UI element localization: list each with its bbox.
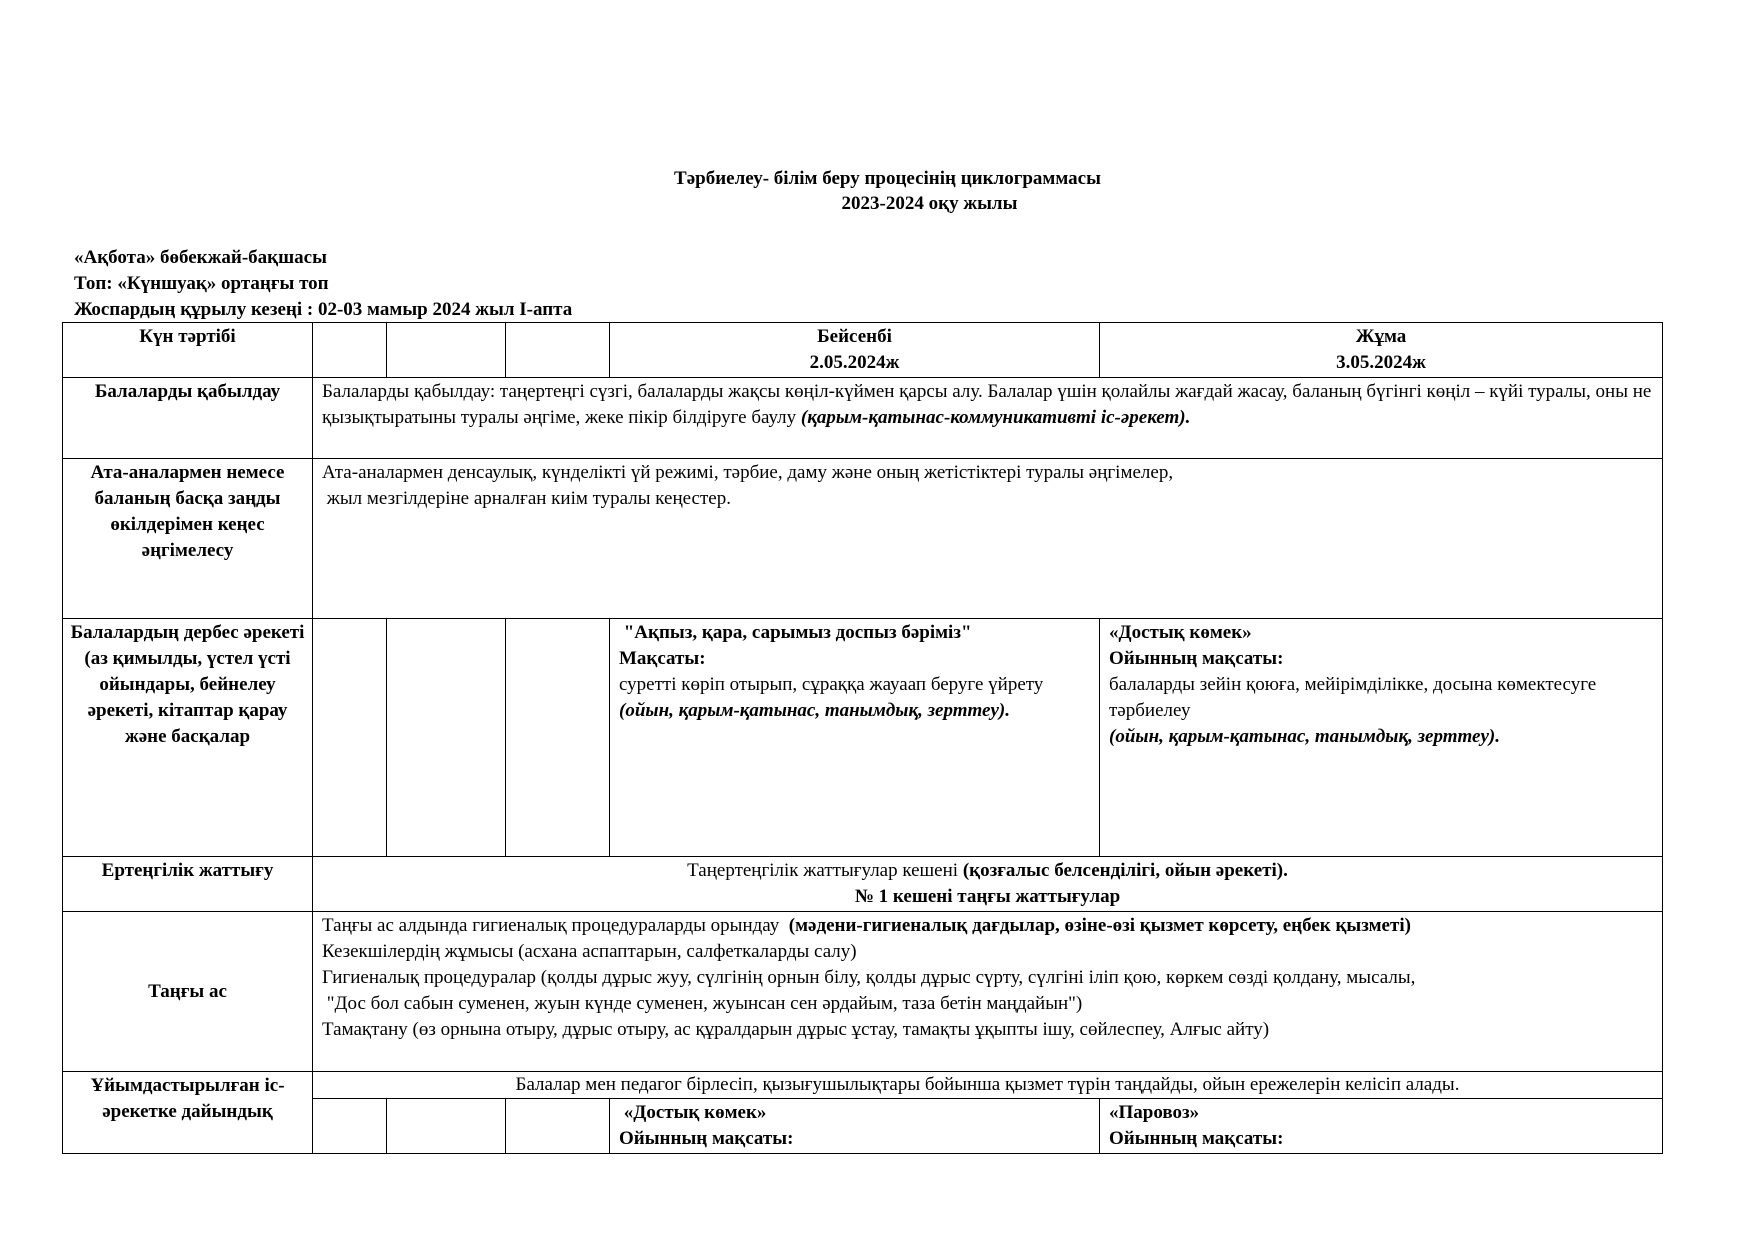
row-label: Балаларды қабылдау [63, 378, 313, 459]
day-date: 3.05.2024ж [1336, 352, 1426, 373]
academic-year: 2023-2024 оқу жылы [841, 193, 1018, 214]
empty-cell [313, 1099, 387, 1154]
empty-cell [313, 619, 387, 857]
group-name: Топ: «Күншуақ» ортаңғы топ [74, 273, 329, 294]
reception-text: Балаларды қабылдау: таңертеңгі сүзгі, балаларды жақсы көңіл-күймен қарсы алу. Балалар үшін қолайлы жағдай жасау, баланың бүгінгі көңіл – күйі туралы, оны не қызықтыратыны туралы әңгіме, жеке пікір білдіруге баулу [322, 381, 1652, 428]
activity-goal: балаларды зейін қоюға, мейірімділікке, досына көмектесуге тәрбиелеу [1109, 674, 1597, 721]
friday-game [1100, 1099, 1663, 1154]
plan-period: Жоспардың құрылу кезеңі : 02-03 мамыр 2024 жыл І-апта [74, 299, 573, 320]
header-row [63, 323, 1663, 378]
thursday-game [610, 1099, 1100, 1154]
breakfast-content [313, 912, 1663, 1072]
activity-tag: (ойын, қарым-қатынас, танымдық, зерттеу). [1109, 726, 1500, 747]
activity-goal: суретті көріп отырып, сұраққа жауаап беруге үйрету [619, 674, 1044, 695]
friday-activity [1100, 619, 1663, 857]
row-organized-activity [63, 1072, 1663, 1099]
breakfast-line: Тамақтану (өз орнына отыру, дұрыс отыру, ас құралдарын дұрыс ұстау, тамақты ұқыпты ішу, сөйлеспеу, Алғыс айту) [322, 1019, 1270, 1040]
column-header-schedule: Күн тәртібі [63, 323, 313, 378]
breakfast-tag: (мәдени-гигиеналық дағдылар, өзіне-өзі қызмет көрсету, еңбек қызметі) [788, 915, 1411, 936]
empty-cell [506, 1099, 610, 1154]
row-label: Таңғы ас [63, 912, 313, 1072]
row-label: Ата-аналармен немесе баланың басқа заңды өкілдерімен кеңес әңгімелесу [63, 459, 313, 619]
breakfast-line: Таңғы ас алдында гигиеналық процедураларды орындау [322, 915, 789, 936]
exercise-tag: (қозғалыс белсенділігі, ойын әрекеті). [962, 860, 1288, 881]
exercise-text: Таңертеңгілік жаттығулар кешені [687, 860, 963, 881]
parents-line: Ата-аналармен денсаулық, күнделікті үй режимі, тәрбие, даму және оның жетістіктері туралы әңгімелер, [322, 462, 1174, 483]
reception-content [313, 378, 1663, 459]
game-title: «Паровоз» [1109, 1102, 1200, 1123]
column-header-thursday [610, 323, 1100, 378]
game-title: «Достық көмек» [619, 1102, 767, 1123]
empty-cell [387, 323, 506, 378]
parents-line: жыл мезгілдеріне арналған киім туралы кеңестер. [322, 488, 731, 509]
row-label: Ұйымдастырылған іс-әрекетке дайындық [63, 1072, 313, 1154]
exercise-content [313, 857, 1663, 912]
kindergarten-name: «Ақбота» бөбекжай-бақшасы [74, 247, 327, 268]
activity-tag: (ойын, қарым-қатынас, танымдық, зерттеу). [619, 700, 1010, 721]
activity-title: «Достық көмек» [1109, 622, 1252, 643]
row-label: Ертеңгілік жаттығу [63, 857, 313, 912]
row-reception [63, 378, 1663, 459]
cyclogram-table [62, 322, 1663, 1154]
parents-content [313, 459, 1663, 619]
exercise-complex: № 1 кешені таңғы жаттығулар [854, 886, 1121, 907]
day-date: 2.05.2024ж [809, 352, 900, 373]
day-name: Бейсенбі [817, 326, 892, 347]
row-morning-exercise [63, 857, 1663, 912]
empty-cell [506, 323, 610, 378]
thursday-activity [610, 619, 1100, 857]
day-name: Жұма [1355, 326, 1407, 347]
column-header-friday [1100, 323, 1663, 378]
empty-cell [506, 619, 610, 857]
game-goal-label: Ойынның мақсаты: [619, 1128, 794, 1149]
row-breakfast [63, 912, 1663, 1072]
row-parents [63, 459, 1663, 619]
breakfast-line: Кезекшілердің жұмысы (асхана аспаптарын, салфеткаларды салу) [322, 941, 857, 962]
activity-goal-label: Мақсаты: [619, 648, 706, 669]
game-goal-label: Ойынның мақсаты: [1109, 1128, 1284, 1149]
row-independent-activity [63, 619, 1663, 857]
reception-tag: (қарым-қатынас-коммуникативті іс-әрекет). [800, 407, 1191, 428]
empty-cell [387, 619, 506, 857]
activity-goal-label: Ойынның мақсаты: [1109, 648, 1284, 669]
activity-title: "Ақпыз, қара, сарымыз доспыз бәріміз" [619, 622, 972, 643]
document-title: Тәрбиелеу- білім беру процесінің циклограммасы [674, 168, 1101, 189]
organized-content: Балалар мен педагог бірлесіп, қызығушылықтары бойынша қызмет түрін таңдайды, ойын ережелерін келісіп алады. [313, 1072, 1663, 1099]
row-label: Балалардың дербес әрекеті (аз қимылды, үстел үсті ойындары, бейнелеу әрекеті, кітаптар қарау және басқалар [63, 619, 313, 857]
breakfast-line: Гигиеналық процедуралар (қолды дұрыс жуу, сүлгінің орнын білу, қолды дұрыс сүрту, сүлгіні іліп қою, көркем сөзді қолдану, мысалы, [322, 967, 1416, 988]
empty-cell [387, 1099, 506, 1154]
breakfast-line: "Дос бол сабын суменен, жуын күнде суменен, жуынсан сен әрдайым, таза бетін маңдайын") [322, 993, 1083, 1014]
empty-cell [313, 323, 387, 378]
